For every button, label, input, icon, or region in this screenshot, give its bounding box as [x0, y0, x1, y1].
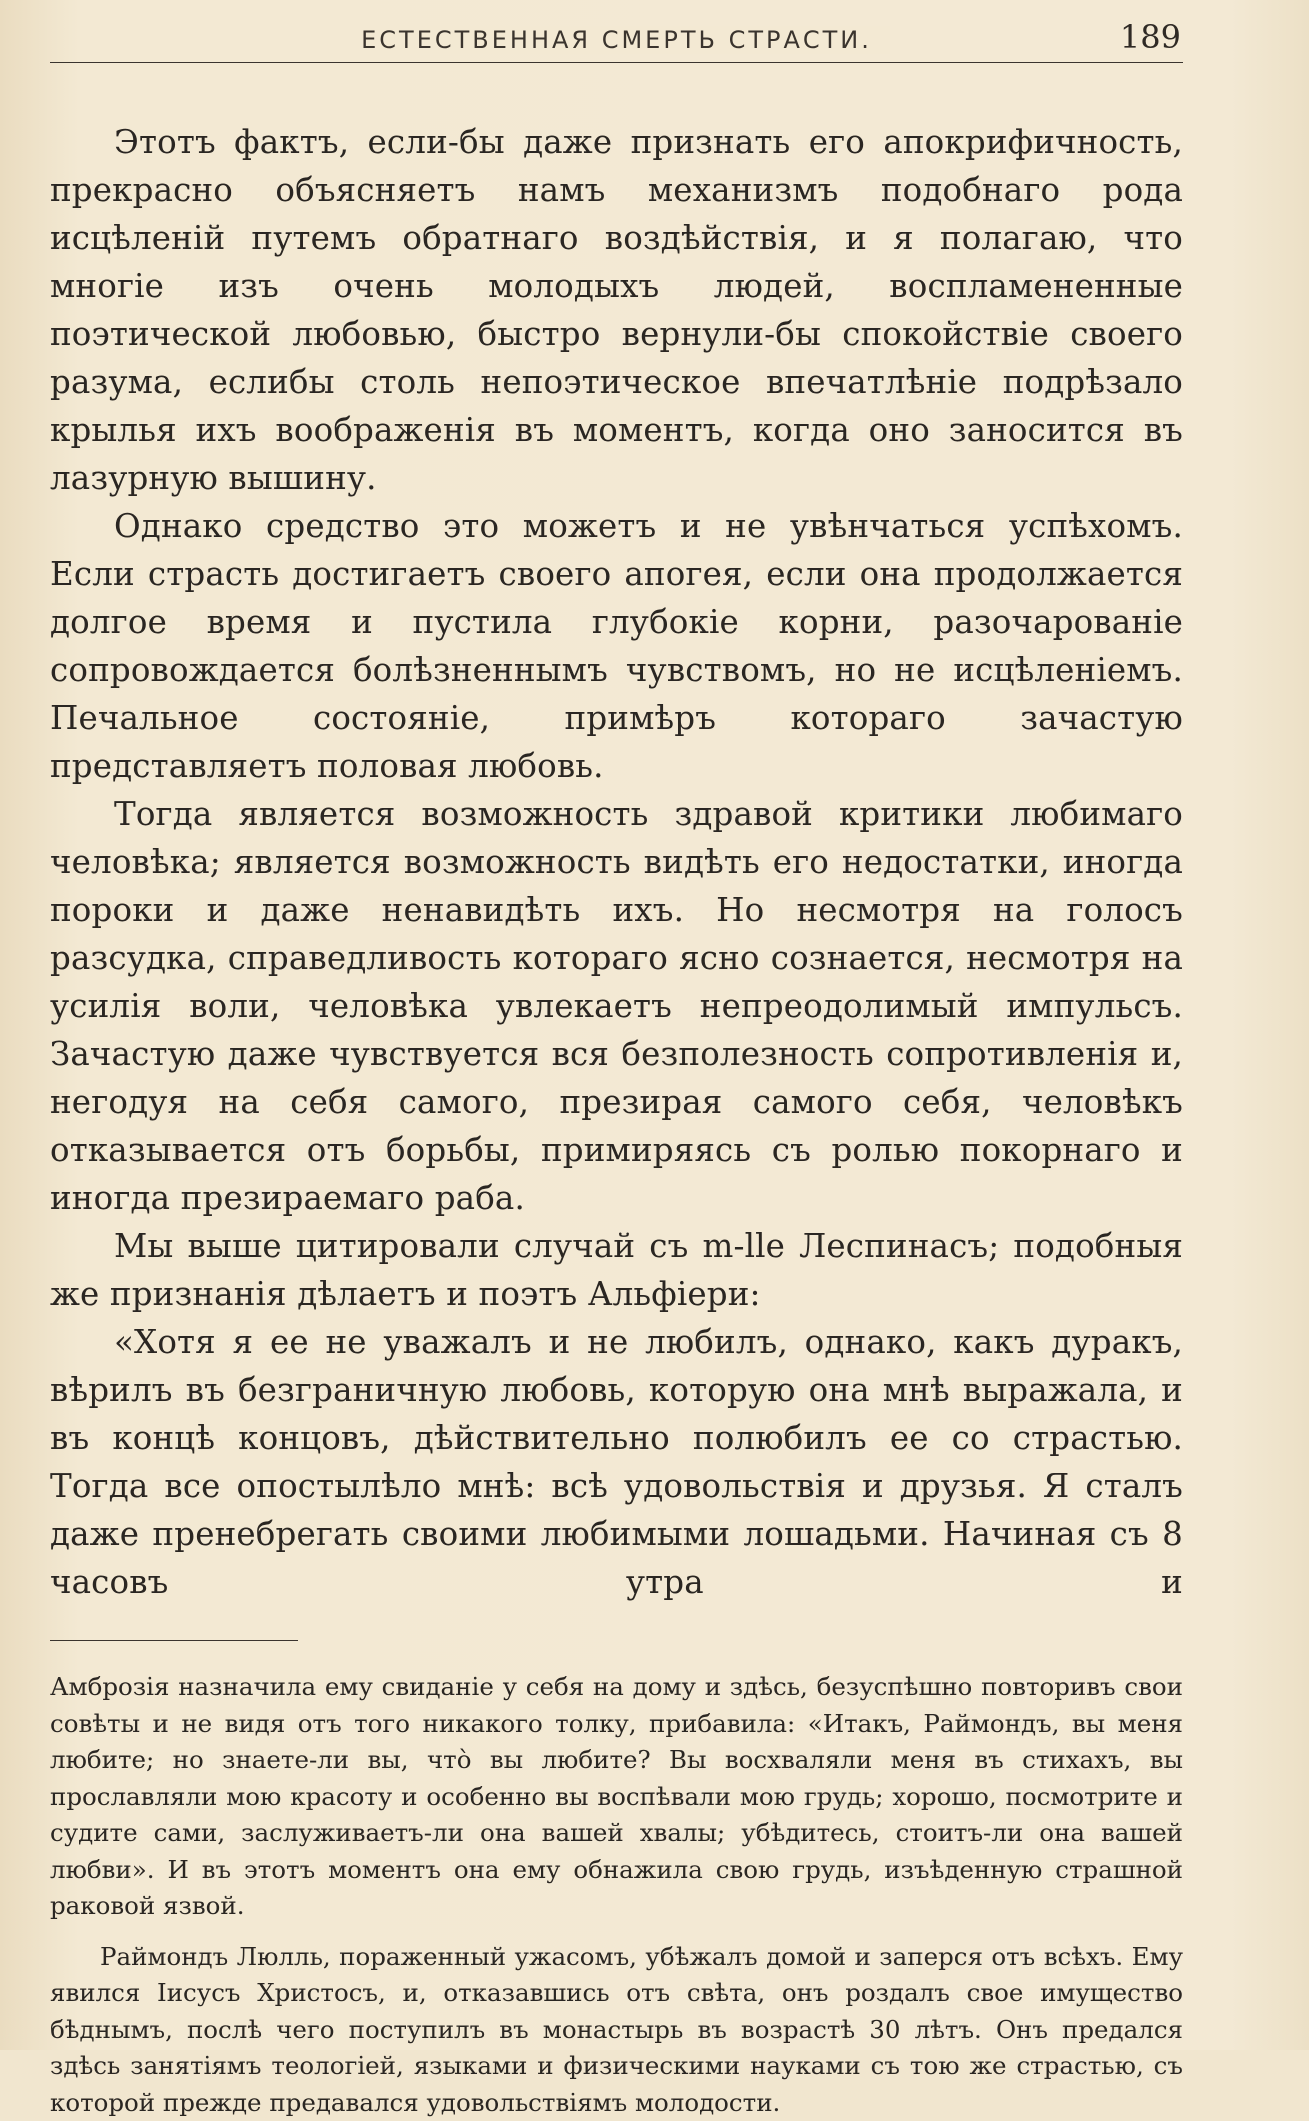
footnotes: [50, 1669, 1183, 2121]
footnote: Раймондъ Люлль, пораженный ужасомъ, убѣжалъ домой и заперся отъ всѣхъ. Ему явился Іисусъ Христосъ, и, отказавшись отъ свѣта, онъ роздалъ свое имущество бѣднымъ, послѣ чего поступилъ въ монастырь въ возрастѣ 30 лѣтъ. Онъ предался здѣсь занятіямъ теологіей, языками и физическими науками съ тою же страстью, съ которой прежде предавался удовольствіямъ молодости.: [50, 1939, 1183, 2121]
running-header: [50, 18, 1183, 66]
paragraph: «Хотя я ее не уважалъ и не любилъ, однако, какъ дуракъ, вѣрилъ въ безграничную любовь, которую она мнѣ выражала, и въ концѣ концовъ, дѣйствительно полюбилъ ее со страстью. Тогда все опостылѣло мнѣ: всѣ удовольствія и друзья. Я сталъ даже пренебрегать своими любимыми лошадьми. Начиная съ 8 часовъ утра и: [50, 1318, 1183, 1606]
paragraph: Этотъ фактъ, если-бы даже признать его апокрифичность, прекрасно объясняетъ намъ механизмъ подобнаго рода исцѣленій путемъ обратнаго воздѣйствія, и я полагаю, что многіе изъ очень молодыхъ людей, воспламененные поэтической любовью, быстро вернули-бы спокойствіе своего разума, еслибы столь непоэтическое впечатлѣніе подрѣзало крылья ихъ воображенія въ моментъ, когда оно заносится въ лазурную вышину.: [50, 118, 1183, 502]
running-title: ЕСТЕСТВЕННАЯ СМЕРТЬ СТРАСТИ.: [343, 26, 890, 54]
footnote-separator: [50, 1640, 298, 1641]
header-rule: [50, 62, 1183, 63]
page-number: 189: [1120, 18, 1181, 56]
paragraph: Однако средство это можетъ и не увѣнчаться успѣхомъ. Если страсть достигаетъ своего апогея, если она продолжается долгое время и пустила глубокіе корни, разочарованіе сопровождается болѣзненнымъ чувствомъ, но не исцѣленіемъ. Печальное состояніе, примѣръ котораго зачастую представляетъ половая любовь.: [50, 502, 1183, 790]
footnote: Амброзія назначила ему свиданіе у себя на дому и здѣсь, безуспѣшно повторивъ свои совѣты и не видя отъ того никакого толку, прибавила: «Итакъ, Раймондъ, вы меня любите; но знаете-ли вы, что̀ вы любите? Вы восхваляли меня въ стихахъ, вы прославляли мою красоту и особенно вы воспѣвали мою грудь; хорошо, посмотрите и судите сами, заслуживаетъ-ли она вашей хвалы; убѣдитесь, стоитъ-ли она вашей любви». И въ этотъ моментъ она ему обнажила свою грудь, изъѣденную страшной раковой язвой.: [50, 1669, 1183, 1925]
main-text: [50, 118, 1183, 1606]
paragraph: Мы выше цитировали случай съ m-lle Леспинасъ; подобныя же признанія дѣлаетъ и поэтъ Альфіери:: [50, 1222, 1183, 1318]
paragraph: Тогда является возможность здравой критики любимаго человѣка; является возможность видѣть его недостатки, иногда пороки и даже ненавидѣть ихъ. Но несмотря на голосъ разсудка, справедливость котораго ясно сознается, несмотря на усилія воли, человѣка увлекаетъ непреодолимый импульсъ. Зачастую даже чувствуется вся безполезность сопротивленія и, негодуя на себя самого, презирая самого себя, человѣкъ отказывается отъ борьбы, примиряясь съ ролью покорнаго и иногда презираемаго раба.: [50, 790, 1183, 1222]
